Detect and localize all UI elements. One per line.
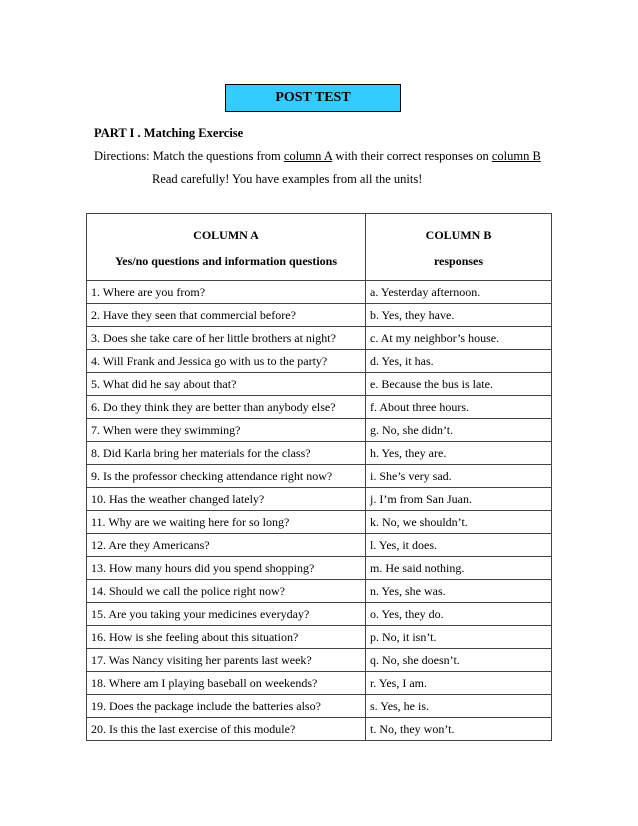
- question-cell: 10. Has the weather changed lately?: [87, 488, 366, 511]
- table-row: [87, 281, 552, 304]
- table-row: [87, 442, 552, 465]
- response-cell: d. Yes, it has.: [366, 350, 552, 373]
- table-row: [87, 534, 552, 557]
- response-cell: s. Yes, he is.: [366, 695, 552, 718]
- question-cell: 15. Are you taking your medicines everyday?: [87, 603, 366, 626]
- question-cell: 11. Why are we waiting here for so long?: [87, 511, 366, 534]
- question-cell: 3. Does she take care of her little brothers at night?: [87, 327, 366, 350]
- column-b-header: [366, 214, 552, 281]
- directions-middle: with their correct responses on: [332, 149, 492, 163]
- question-cell: 8. Did Karla bring her materials for the class?: [87, 442, 366, 465]
- question-cell: 19. Does the package include the batteries also?: [87, 695, 366, 718]
- response-cell: t. No, they won’t.: [366, 718, 552, 741]
- response-cell: l. Yes, it does.: [366, 534, 552, 557]
- response-cell: r. Yes, I am.: [366, 672, 552, 695]
- response-cell: i. She’s very sad.: [366, 465, 552, 488]
- table-row: [87, 488, 552, 511]
- response-cell: f. About three hours.: [366, 396, 552, 419]
- response-cell: q. No, she doesn’t.: [366, 649, 552, 672]
- table-row: [87, 695, 552, 718]
- directions-prefix: Directions: Match the questions from: [94, 149, 284, 163]
- post-test-title: POST TEST: [225, 84, 401, 112]
- response-cell: e. Because the bus is late.: [366, 373, 552, 396]
- question-cell: 16. How is she feeling about this situation?: [87, 626, 366, 649]
- question-cell: 20. Is this the last exercise of this module?: [87, 718, 366, 741]
- question-cell: 1. Where are you from?: [87, 281, 366, 304]
- column-a-reference: column A: [283, 149, 333, 163]
- question-cell: 4. Will Frank and Jessica go with us to the party?: [87, 350, 366, 373]
- response-cell: m. He said nothing.: [366, 557, 552, 580]
- column-b-reference: column B: [491, 149, 541, 163]
- table-row: [87, 649, 552, 672]
- part-heading: PART I . Matching Exercise: [94, 126, 244, 140]
- table-row: [87, 557, 552, 580]
- table-row: [87, 465, 552, 488]
- table-row: [87, 718, 552, 741]
- question-cell: 7. When were they swimming?: [87, 419, 366, 442]
- table-header-row: [87, 214, 552, 281]
- table-row: [87, 396, 552, 419]
- question-cell: 17. Was Nancy visiting her parents last week?: [87, 649, 366, 672]
- response-cell: g. No, she didn’t.: [366, 419, 552, 442]
- column-a-title: COLUMN A: [193, 228, 259, 242]
- response-cell: h. Yes, they are.: [366, 442, 552, 465]
- response-cell: o. Yes, they do.: [366, 603, 552, 626]
- directions-note: Read carefully! You have examples from all the units!: [152, 172, 423, 186]
- question-cell: 5. What did he say about that?: [87, 373, 366, 396]
- table-body: [87, 281, 552, 741]
- response-cell: a. Yesterday afternoon.: [366, 281, 552, 304]
- column-a-subtitle: Yes/no questions and information questions: [114, 254, 338, 268]
- question-cell: 14. Should we call the police right now?: [87, 580, 366, 603]
- table-row: [87, 511, 552, 534]
- table-row: [87, 327, 552, 350]
- question-cell: 9. Is the professor checking attendance right now?: [87, 465, 366, 488]
- response-cell: n. Yes, she was.: [366, 580, 552, 603]
- question-cell: 2. Have they seen that commercial before?: [87, 304, 366, 327]
- column-b-title: COLUMN B: [425, 228, 492, 242]
- question-cell: 12. Are they Americans?: [87, 534, 366, 557]
- table-row: [87, 304, 552, 327]
- response-cell: k. No, we shouldn’t.: [366, 511, 552, 534]
- column-b-subtitle: responses: [433, 254, 484, 268]
- column-a-header: [87, 214, 366, 281]
- response-cell: j. I’m from San Juan.: [366, 488, 552, 511]
- response-cell: b. Yes, they have.: [366, 304, 552, 327]
- question-cell: 6. Do they think they are better than anybody else?: [87, 396, 366, 419]
- table-row: [87, 580, 552, 603]
- table-row: [87, 350, 552, 373]
- table-row: [87, 603, 552, 626]
- response-cell: p. No, it isn’t.: [366, 626, 552, 649]
- table-row: [87, 672, 552, 695]
- table-row: [87, 626, 552, 649]
- directions: [94, 149, 541, 164]
- table-row: [87, 419, 552, 442]
- question-cell: 18. Where am I playing baseball on weekends?: [87, 672, 366, 695]
- matching-table: [86, 213, 552, 741]
- question-cell: 13. How many hours did you spend shopping?: [87, 557, 366, 580]
- table-row: [87, 373, 552, 396]
- response-cell: c. At my neighbor’s house.: [366, 327, 552, 350]
